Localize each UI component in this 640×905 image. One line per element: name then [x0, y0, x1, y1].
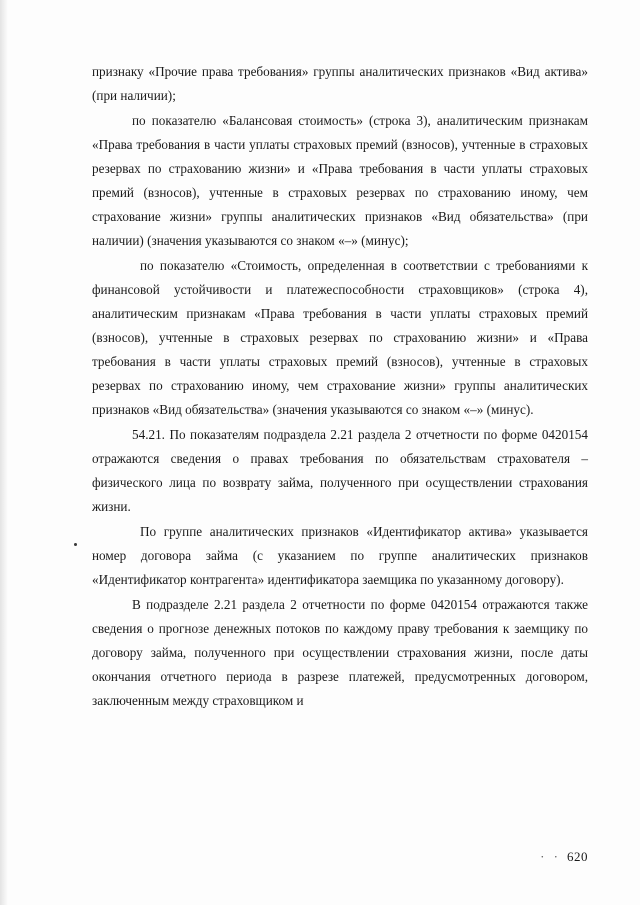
page-number — [540, 849, 588, 865]
paragraph-1: признаку «Прочие права требования» группы аналитических признаков «Вид актива» (при наличии); — [92, 64, 588, 104]
document-body — [92, 60, 588, 713]
page-number-value: 620 — [567, 849, 588, 864]
paragraph-6: В подразделе 2.21 раздела 2 отчетности по форме 0420154 отражаются также сведения о прогнозе денежных потоков по каждому праву требования к заемщику по договору займа, полученного при осуществлении страхования жизни, после даты окончания отчетного периода в разрезе платежей, предусмотренных договором, заключенным между страховщиком и — [92, 597, 588, 709]
page-number-prefix: · · — [540, 849, 561, 864]
paragraph-4: 54.21. По показателям подраздела 2.21 раздела 2 отчетности по форме 0420154 отражаются сведения о правах требования по обязательствам страхователя – физического лица по возврату займа, полученного при осуществлении страхования жизни. — [92, 427, 588, 515]
paragraph-5: По группе аналитических признаков «Идентификатор актива» указывается номер договора займа (с указанием по группе аналитических признаков «Идентификатор контрагента» идентификатора заемщика по указанному договору). — [92, 524, 588, 588]
paragraph-2: по показателю «Балансовая стоимость» (строка 3), аналитическим признакам «Права требования в части уплаты страховых премий (взносов), учтенные в страховых резервах по страхованию жизни» и «Права требования в части уплаты страховых премий (взносов), учтенные в страховых резервах по страхованию иному, чем страхование жизни» группы аналитических признаков «Вид обязательства» (при наличии) (значения указываются со знаком «–» (минус); — [92, 113, 588, 249]
page-edge-shadow — [0, 0, 8, 905]
paragraph-3: по показателю «Стоимость, определенная в соответствии с требованиями к финансовой устойчивости и платежеспособности страховщиков» (строка 4), аналитическим признакам «Права требования в части уплаты страховых премий (взносов), учтенные в страховых резервах по страхованию жизни» и «Права требования в части уплаты страховых премий (взносов), учтенные в страховых резервах по страхованию иному, чем страхование жизни» группы аналитических признаков «Вид обязательства» (значения указываются со знаком «–» (минус). — [92, 258, 588, 418]
margin-mark — [74, 543, 77, 546]
